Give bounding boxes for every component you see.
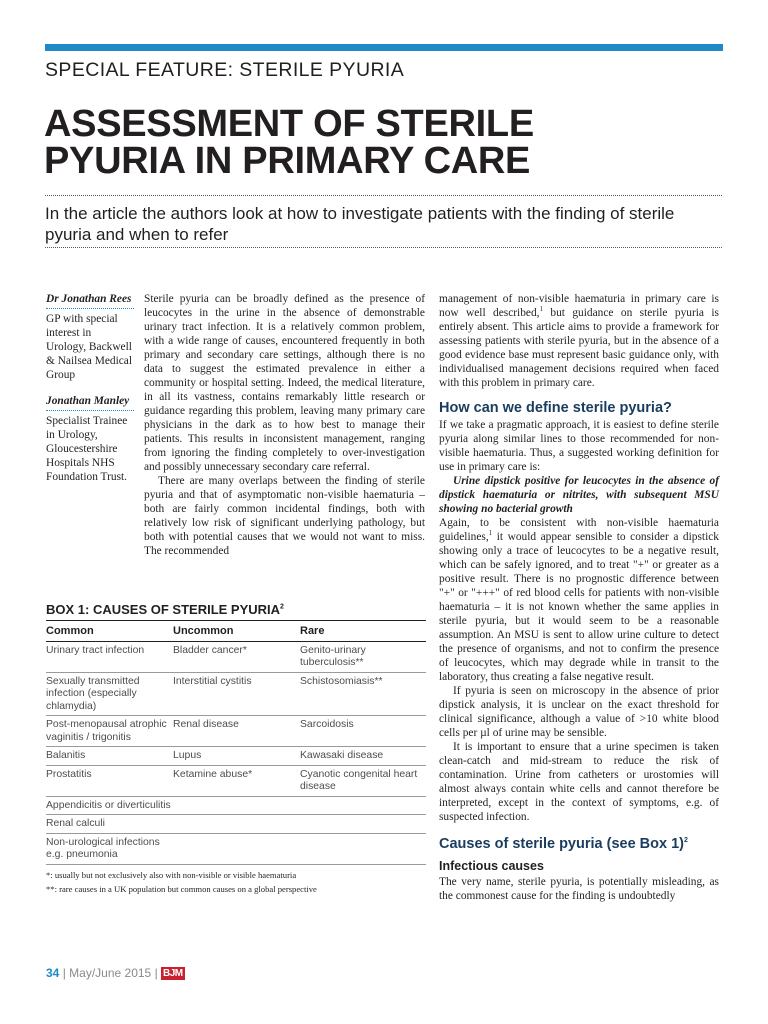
table-cell [173,796,300,815]
table-cell: Interstitial cystitis [173,672,300,716]
table-footnotes [46,868,426,896]
article-title [44,103,734,182]
table-cell: Sarcoidosis [300,716,426,747]
table-cell [300,815,426,834]
column-header-uncommon: Uncommon [173,621,300,641]
table-cell: Genito-urinary tuberculosis** [300,641,426,672]
table-row [46,716,426,747]
footer-separator: | [62,966,70,980]
table-cell [173,833,300,864]
author-affiliation: GP with special interest in Urology, Backwell & Nailsea Medical Group [46,313,133,381]
definition: Urine dipstick positive for leucocytes in the absence of dipstick haematuria or nitrites, with subsequent MSU showing no bacterial growth [439,475,719,515]
journal-logo: BJM [163,968,183,980]
footer-separator: | [154,966,162,980]
title-line-1: ASSESSMENT OF STERILE [44,103,534,145]
column-header-rare: Rare [300,621,426,641]
author-affiliation: Specialist Trainee in Urology, Gloucestershire Hospitals NHS Foundation Trust. [46,415,128,483]
table-cell: Prostatitis [46,765,173,796]
box-causes-table [46,602,426,896]
table-header-row [46,621,426,641]
author-name: Dr Jonathan Rees [46,293,132,305]
paragraph: The very name, sterile pyuria, is potentially misleading, as the commonest cause for the finding is undoubtedly [439,876,719,902]
footnote: *: usually but not exclusively also with non-visible or visible haematuria [46,869,297,880]
page-footer [46,966,185,980]
title-divider [45,195,722,196]
standfirst-divider [45,247,722,248]
section-heading: How can we define sterile pyuria? [439,400,672,416]
table-cell: Renal calculi [46,815,173,834]
table-cell: Bladder cancer* [173,641,300,672]
top-accent-bar [45,44,723,51]
paragraph: If we take a pragmatic approach, it is easiest to define sterile pyuria along similar lines to those recommended for non-visible haematuria. Thus, a suggested working definition for use in primary care is: [439,419,719,473]
table-cell: Lupus [173,747,300,766]
table-cell: Sexually transmitted infection (especially chlamydia) [46,672,173,716]
section-heading: Causes of sterile pyuria (see Box 1)$^2$ [439,836,688,852]
page-number: 34 [46,966,60,980]
table-cell [300,796,426,815]
table-row [46,815,426,834]
table-row [46,833,426,864]
table-cell: Kawasaki disease [300,747,426,766]
table-cell: Schistosomiasis** [300,672,426,716]
body-column-2 [439,292,719,903]
paragraph: There are many overlaps between the finding of sterile pyuria and that of asymptomatic non-visible haematuria – both are fairly common incidental findings, both with relatively low risk of significant underlying pathology, but both with potential causes that we would not want to miss. The recommended [144,475,425,557]
causes-table [46,621,426,865]
table-cell: Urinary tract infection [46,641,173,672]
table-row [46,796,426,815]
paragraph: It is important to ensure that a urine specimen is taken clean-catch and mid-stream to reduce the risk of contamination. Urine from catheters or urostomies will almost always contain white cells and cannot therefore be interpreted, except in the context of symptoms, e.g. of suspected infection. [439,741,719,823]
issue-date: May/June 2015 [69,966,152,980]
table-cell: Balanitis [46,747,173,766]
subsection-heading: Infectious causes [439,859,544,873]
table-cell [300,833,426,864]
table-cell: Appendicitis or diverticulitis [46,796,173,815]
table-row [46,672,426,716]
title-line-2: PYURIA IN PRIMARY CARE [44,140,531,182]
table-cell: Non-urological infections e.g. pneumonia [46,833,173,864]
article-standfirst: In the article the authors look at how to investigate patients with the finding of sterile pyuria and when to refer [45,204,675,244]
author-divider [46,308,134,309]
table-cell: Post-menopausal atrophic vaginitis / trigonitis [46,716,173,747]
box-title: BOX 1: CAUSES OF STERILE PYURIA$^2$ [46,602,426,621]
table-cell [173,815,300,834]
table-cell: Renal disease [173,716,300,747]
footnote: **: rare causes in a UK population but common causes on a global perspective [46,883,317,894]
paragraph: Again, to be consistent with non-visible haematuria guidelines,$^1$ it would appear sensible to consider a dipstick showing only a trace of leucocytes to be a negative result, which can be safely ignored, and to treat "+" or greater as a positive result. There is no prognostic difference between "+" or "+++" of red blood cells for patients with non-visible haematuria – it is not known whether the same applies in sterile pyuria, but it would seem to be a reasonable assumption. An MSU is sent to allow urine culture to detect the presence of organisms, and not to confirm the presence of leucocytes, which may degrade while in transit to the laboratory, thus creating a false negative result. [439,517,719,683]
body-column-1 [144,292,425,558]
paragraph: Sterile pyuria can be broadly defined as the presence of leucocytes in the urine in the absence of demonstrable urinary tract infection. It is a relatively common problem, with a wide range of causes, encountered frequently in both primary and secondary care settings, although there is no data to suggest the estimated prevalence in either a community or hospital setting. Indeed, the medical literature, in all its vastness, contains remarkably little research or guidance regarding this problem, leaving many primary care physicians in the dark as to how best to manage their patients. This results in inconsistent management, ranging from ignoring the finding completely to over-investigation and possibly unnecessary secondary care referral. [144,293,425,473]
column-header-common: Common [46,621,173,641]
table-row [46,747,426,766]
table-row [46,765,426,796]
paragraph: If pyuria is seen on microscopy in the absence of prior dipstick analysis, it is unclear on the exact threshold for clinical significance, although a value of >10 white blood cells per µl of urine may be sensible. [439,685,719,739]
author-name: Jonathan Manley [46,395,130,407]
author-sidebar [46,292,134,496]
paragraph: management of non-visible haematuria in primary care is now well described,$^1$ but guidance on sterile pyuria is entirely absent. This article aims to provide a framework for assessing patients with sterile pyuria, but in the absence of a good evidence base must represent basic guidance only, with individualised management decisions required when faced with this problem in primary care. [439,293,719,389]
table-cell: Ketamine abuse* [173,765,300,796]
table-row [46,641,426,672]
table-cell: Cyanotic congenital heart disease [300,765,426,796]
section-label: SPECIAL FEATURE: STERILE PYURIA [45,59,405,81]
author-divider [46,410,134,411]
